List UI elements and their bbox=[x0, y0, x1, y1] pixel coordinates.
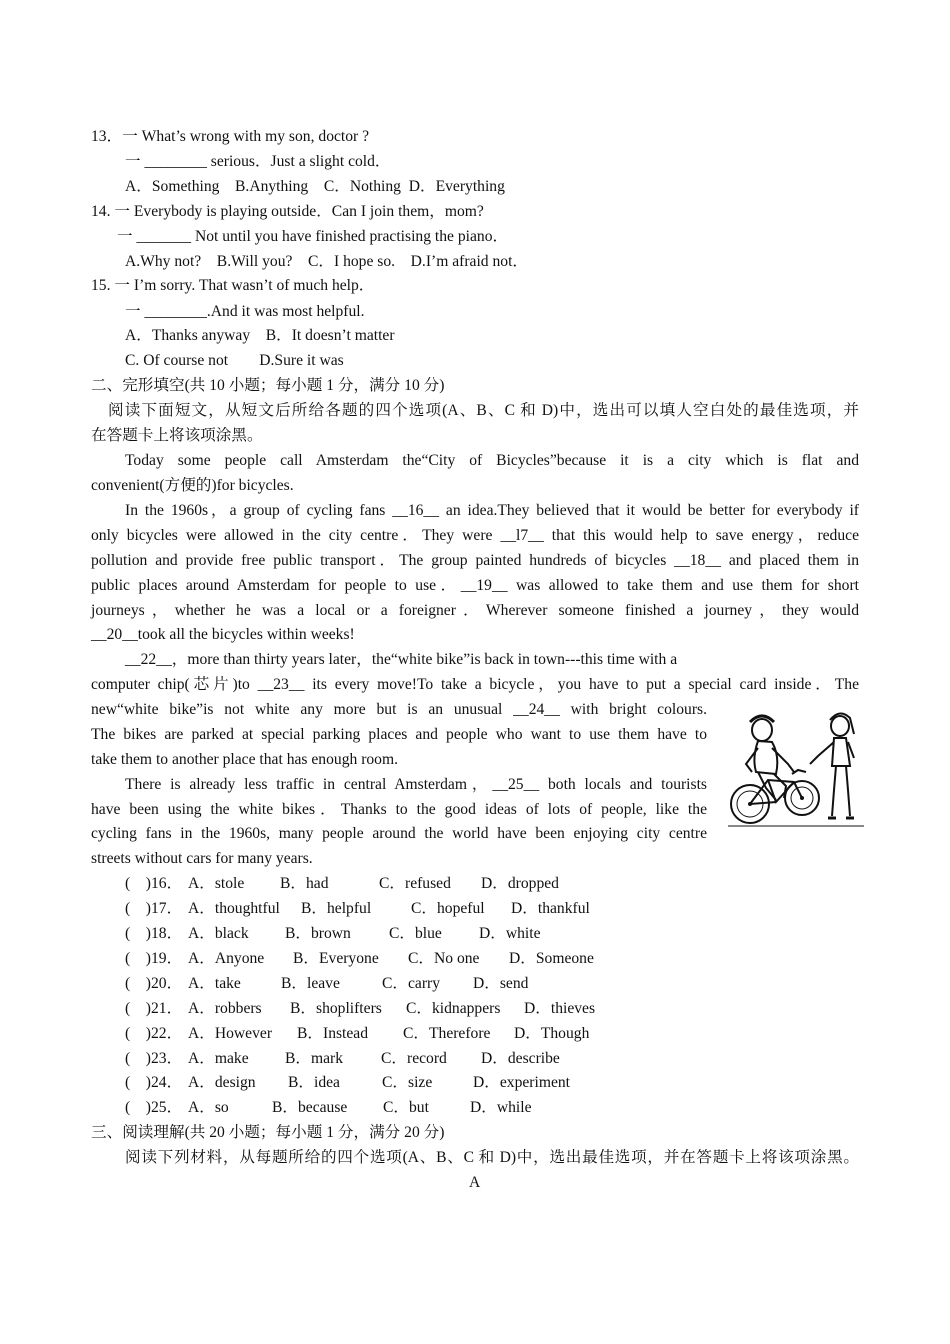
option-a: A．robbers bbox=[188, 1000, 262, 1017]
cyclists-illustration bbox=[728, 708, 864, 834]
q15-options-line1: A．Thanks anyway B．It doesn’t matter bbox=[125, 327, 395, 344]
passage-line: public places around Amsterdam for people to use．__19__ was allowed to take them and use them for short bbox=[91, 577, 859, 594]
question-number: ( )24． bbox=[125, 1074, 183, 1091]
question-number: ( )21． bbox=[125, 1000, 183, 1017]
cloze-instruction-line1: 阅读下面短文，从短文后所给各题的四个选项(A、B、C 和 D)中，选出可以填人空白处的最佳选项，并 bbox=[108, 402, 859, 419]
q14-reply: 一 _______ Not until you have finished practising the piano． bbox=[117, 228, 509, 245]
passage-line: pollution and provide free public transport．The group painted hundreds of bicycles __18__ and placed them in bbox=[91, 552, 859, 569]
option-d: D．experiment bbox=[473, 1074, 570, 1091]
option-d: D．dropped bbox=[481, 875, 559, 892]
passage-line: __22__，more than thirty years later，the“white bike”is back in town---this time with a bbox=[125, 651, 678, 668]
option-a: A．However bbox=[188, 1025, 273, 1042]
option-a: A．make bbox=[188, 1050, 249, 1067]
question-number: ( )20． bbox=[125, 975, 183, 992]
option-b: B．leave bbox=[281, 975, 340, 992]
option-a: A．black bbox=[188, 925, 249, 942]
option-c: C．carry bbox=[382, 975, 441, 992]
cloze-instruction-line2: 在答题卡上将该项涂黑。 bbox=[91, 427, 263, 444]
option-d: D．describe bbox=[481, 1050, 560, 1067]
option-c: C．size bbox=[382, 1074, 433, 1091]
passage-line: There is already less traffic in central Amsterdam，__25__ both locals and tourists bbox=[125, 776, 707, 793]
cloze-heading: 二、完形填空(共 10 小题；每小题 1 分，满分 10 分) bbox=[91, 377, 445, 394]
question-number: ( )17． bbox=[125, 900, 183, 917]
q15-stem: 15. 一 I’m sorry. That wasn’t of much help． bbox=[91, 277, 375, 294]
question-number: ( )18． bbox=[125, 925, 183, 942]
passage-line: new“white bike”is not white any more but is an unusual __24__ with bright colours. bbox=[91, 701, 707, 718]
option-c: C．hopeful bbox=[411, 900, 485, 917]
question-number: ( )19． bbox=[125, 950, 183, 967]
reading-instruction: 阅读下列材料，从每题所给的四个选项(A、B、C 和 D)中，选出最佳选项，并在答题卡上将该项涂黑。 bbox=[125, 1149, 859, 1166]
question-number: ( )25． bbox=[125, 1099, 183, 1116]
option-a: A．so bbox=[188, 1099, 229, 1116]
option-d: D．Though bbox=[514, 1025, 590, 1042]
passage-line: convenient(方便的)for bicycles. bbox=[91, 477, 294, 494]
passage-label: A bbox=[469, 1174, 481, 1191]
option-b: B．helpful bbox=[301, 900, 372, 917]
option-c: C．Therefore bbox=[403, 1025, 491, 1042]
option-d: D．thankful bbox=[511, 900, 590, 917]
q13-stem: 13．一 What’s wrong with my son, doctor ? bbox=[91, 128, 370, 145]
option-d: D．send bbox=[473, 975, 529, 992]
cloze-question bbox=[125, 899, 590, 919]
option-a: A．stole bbox=[188, 875, 245, 892]
option-b: B．shoplifters bbox=[290, 1000, 382, 1017]
reading-heading: 三、阅读理解(共 20 小题；每小题 1 分，满分 20 分) bbox=[91, 1124, 445, 1141]
option-c: C．refused bbox=[379, 875, 451, 892]
passage-line: The bikes are parked at special parking places and people who want to use them have to bbox=[91, 726, 707, 743]
option-c: C．kidnappers bbox=[406, 1000, 501, 1017]
passage-line: streets without cars for many years. bbox=[91, 850, 313, 867]
option-b: B．mark bbox=[285, 1050, 344, 1067]
passage-line: journeys，whether he was a local or a foreigner．Wherever someone finished a journey，they would bbox=[91, 602, 859, 619]
q15-options-line2: C. Of course not D.Sure it was bbox=[125, 352, 344, 369]
cloze-question bbox=[125, 1049, 560, 1069]
q15-reply: 一 ________.And it was most helpful. bbox=[125, 303, 365, 320]
option-b: B．had bbox=[280, 875, 329, 892]
q13-reply: 一 ________ serious．Just a slight cold． bbox=[125, 153, 391, 170]
question-number: ( )16． bbox=[125, 875, 183, 892]
passage-line: take them to another place that has enough room. bbox=[91, 751, 399, 768]
question-number: ( )22． bbox=[125, 1025, 183, 1042]
q13-options: A．Something B.Anything C．Nothing D．Everything bbox=[125, 178, 505, 195]
option-b: B．idea bbox=[288, 1074, 340, 1091]
q14-options: A.Why not? B.Will you? C．I hope so. D.I’m afraid not． bbox=[125, 253, 529, 270]
passage-line: In the 1960s，a group of cycling fans __16__ an idea.They believed that it would be better for everybody if bbox=[125, 502, 859, 519]
passage-line: cycling fans in the 1960s, many people around the world have been enjoying city centre bbox=[91, 825, 707, 842]
option-d: D．Someone bbox=[509, 950, 594, 967]
option-c: C．No one bbox=[408, 950, 480, 967]
question-number: ( )23． bbox=[125, 1050, 183, 1067]
option-b: B．Everyone bbox=[293, 950, 379, 967]
q14-stem: 14. 一 Everybody is playing outside．Can I join them，mom? bbox=[91, 203, 484, 220]
option-a: A．take bbox=[188, 975, 241, 992]
option-b: B．Instead bbox=[297, 1025, 369, 1042]
bicycle-figure-icon bbox=[728, 708, 864, 834]
cloze-question bbox=[125, 1098, 532, 1118]
option-b: B．because bbox=[272, 1099, 348, 1116]
passage-line: __20__took all the bicycles within weeks! bbox=[91, 626, 355, 643]
option-c: C．but bbox=[383, 1099, 429, 1116]
option-a: A．Anyone bbox=[188, 950, 265, 967]
passage-line: only bicycles were allowed in the city centre．They were __l7__ that this would help to save energy，reduce bbox=[91, 527, 859, 544]
cloze-question bbox=[125, 924, 541, 944]
option-d: D．thieves bbox=[524, 1000, 596, 1017]
option-a: A．design bbox=[188, 1074, 256, 1091]
option-d: D．while bbox=[470, 1099, 532, 1116]
option-a: A．thoughtful bbox=[188, 900, 280, 917]
cloze-question bbox=[125, 974, 529, 994]
cloze-question bbox=[125, 1073, 570, 1093]
option-c: C．record bbox=[381, 1050, 447, 1067]
option-c: C．blue bbox=[389, 925, 442, 942]
option-b: B．brown bbox=[285, 925, 351, 942]
passage-line: have been using the white bikes．Thanks to the good ideas of lots of people, like the bbox=[91, 801, 707, 818]
passage-line: Today some people call Amsterdam the“City of Bicycles”because it is a city which is flat and bbox=[125, 452, 859, 469]
passage-line: computer chip(芯片)to __23__ its every move!To take a bicycle，you have to put a special card inside．The bbox=[91, 676, 859, 693]
cloze-question bbox=[125, 949, 594, 969]
cloze-question bbox=[125, 874, 559, 894]
option-d: D．white bbox=[479, 925, 541, 942]
cloze-question bbox=[125, 999, 596, 1019]
cloze-question bbox=[125, 1024, 590, 1044]
